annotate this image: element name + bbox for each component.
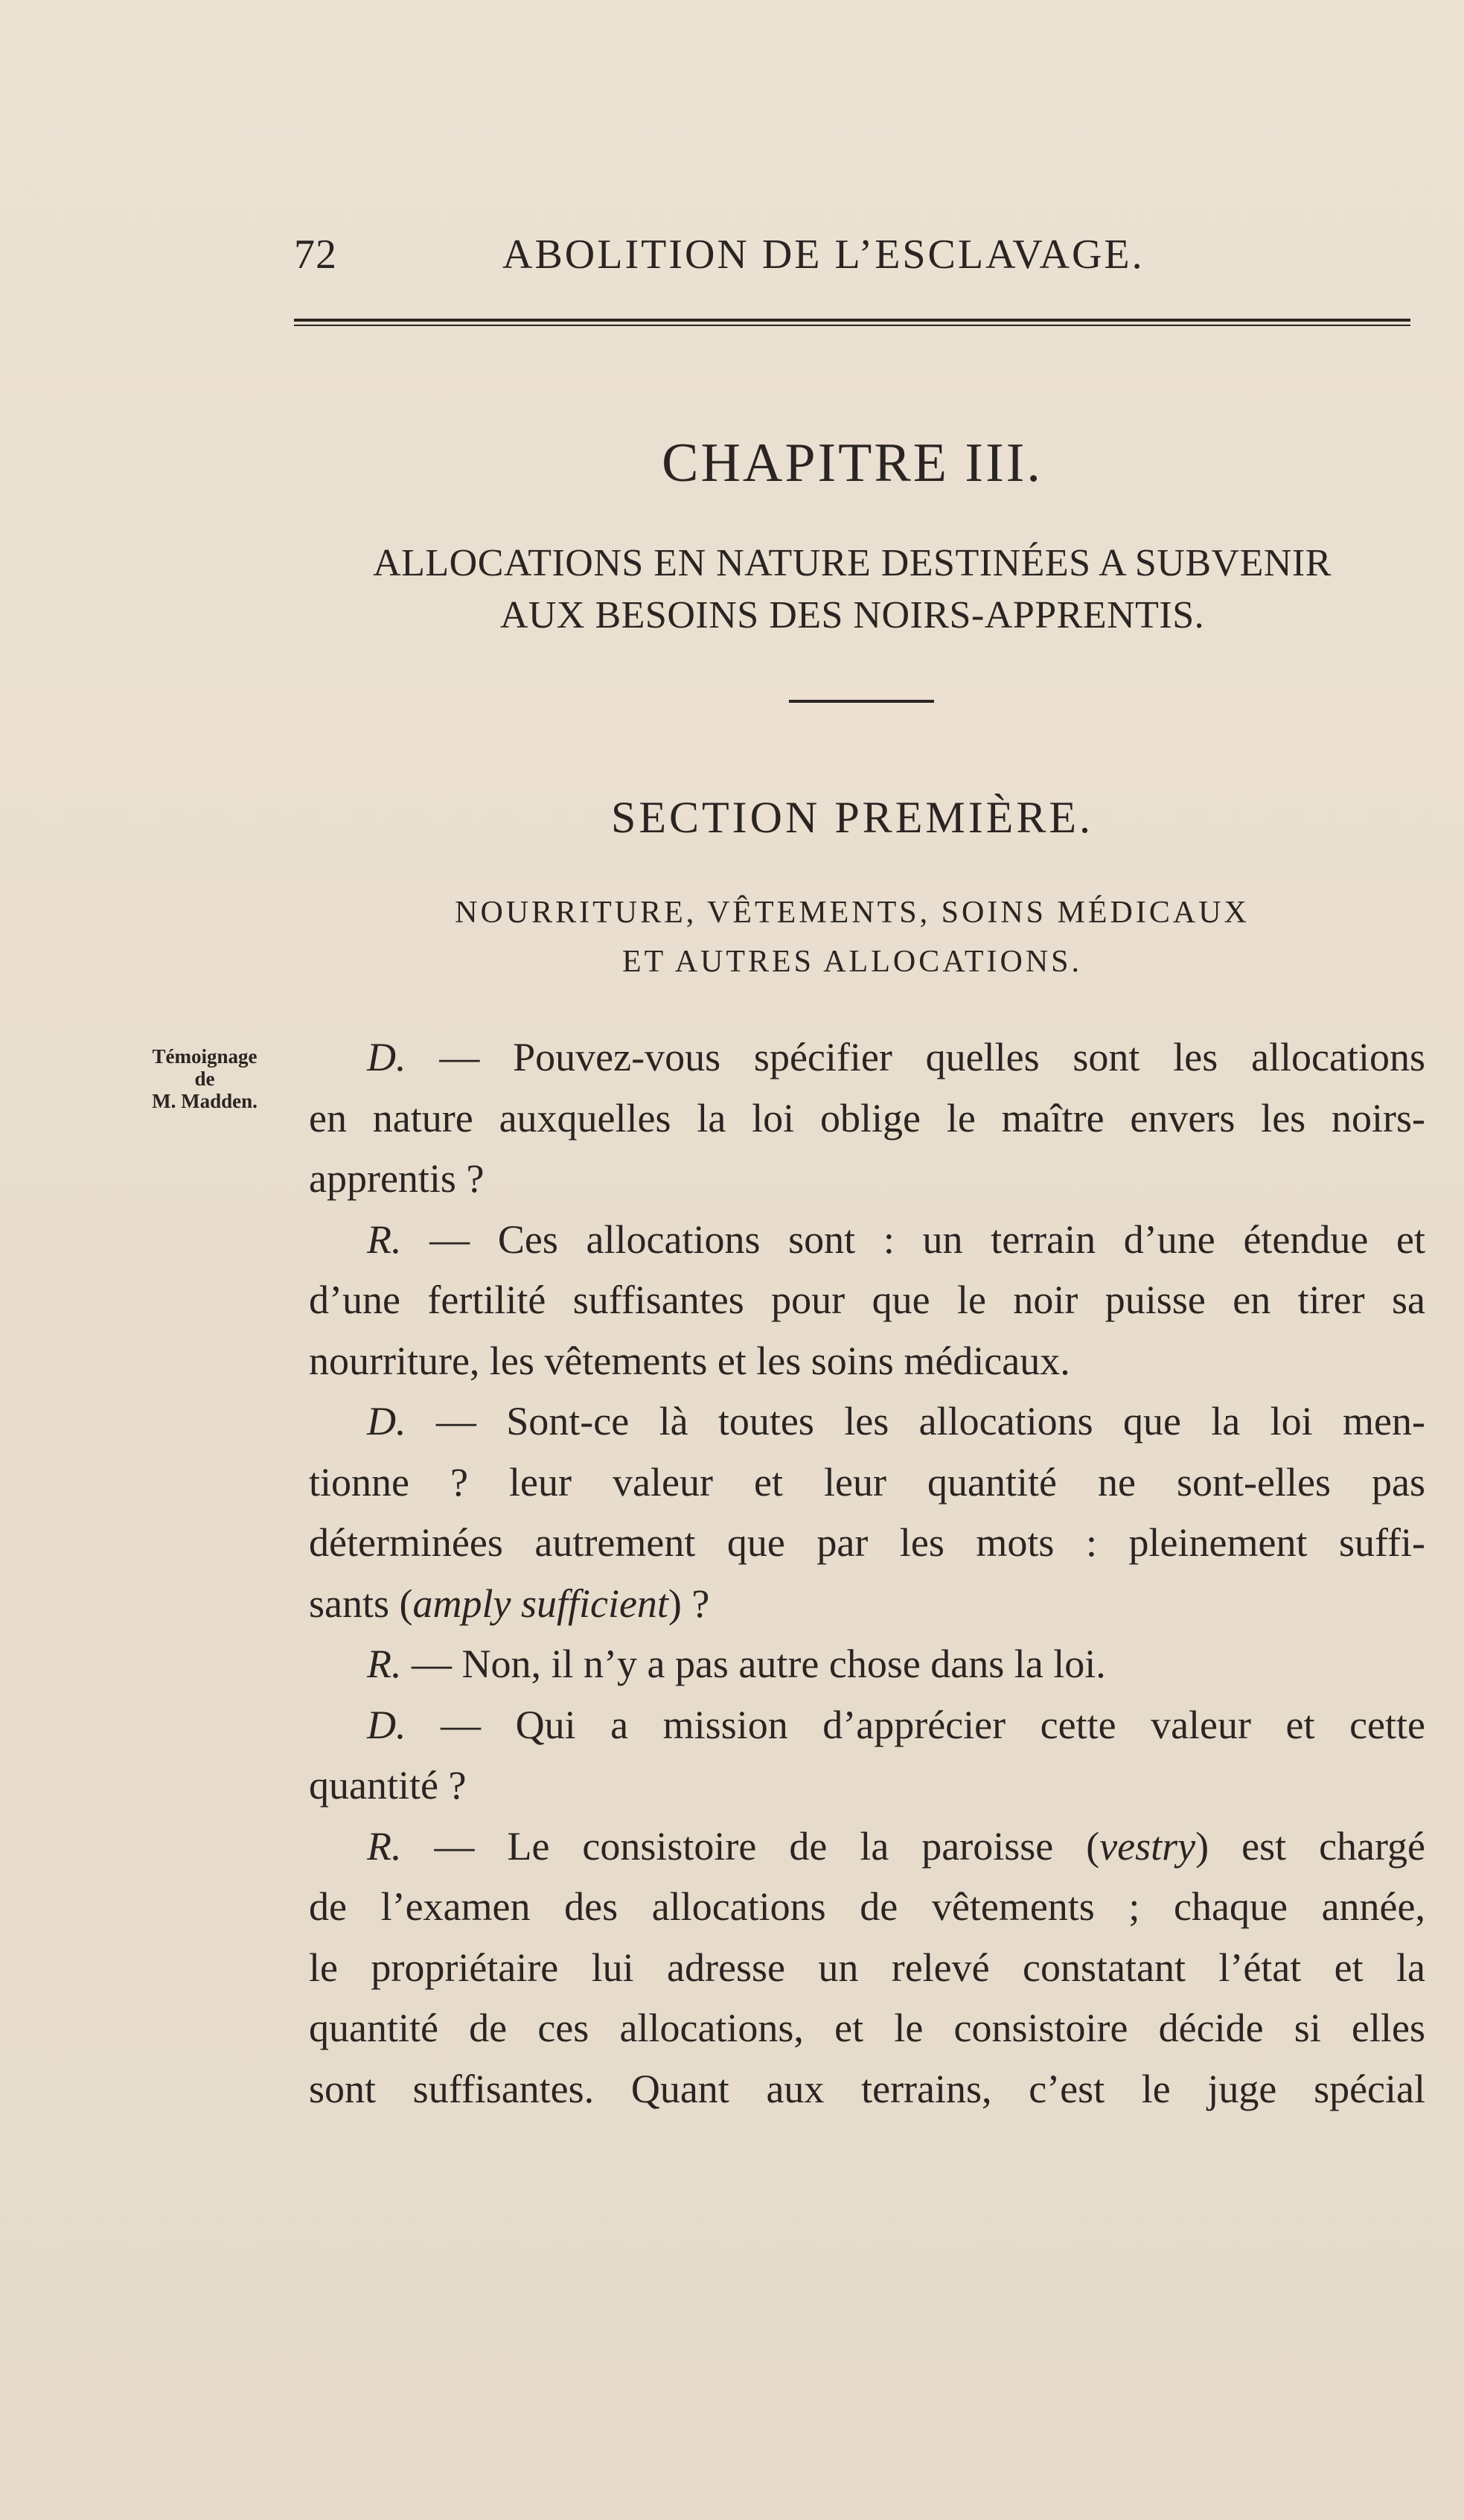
text-line: D. — Pouvez-vous spécifier quelles sont les allocations — [367, 1035, 1425, 1079]
text-line: quantité de ces allocations, et le consistoire décide si elles — [309, 2006, 1425, 2050]
header-rule — [294, 319, 1410, 326]
chapter-subtitle-line: ALLOCATIONS EN NATURE DESTINÉES A SUBVENIR — [373, 542, 1332, 584]
text-line: sants (amply sufficient) ? — [309, 1580, 710, 1626]
text-line: D. — Qui a mission d’apprécier cette valeur et cette — [367, 1702, 1425, 1747]
body-text — [309, 1027, 1425, 2119]
chapter-subtitle — [294, 538, 1410, 642]
margin-note — [115, 1045, 294, 1112]
margin-note-line: de — [194, 1068, 215, 1090]
text-line: tionne ? leur valeur et leur quantité ne sont-elles pas — [309, 1459, 1425, 1505]
text-line: R. — Le consistoire de la paroisse (vestry) est chargé — [367, 1823, 1425, 1869]
margin-note-line: M. Madden. — [152, 1090, 258, 1112]
running-head — [294, 231, 1410, 290]
text-line: sont suffisantes. Quant aux terrains, c’est le juge spécial — [309, 2066, 1425, 2111]
section-subtitle-line: ET AUTRES ALLOCATIONS. — [621, 945, 1083, 979]
text-line: quantité ? — [309, 1763, 467, 1808]
section-subtitle — [294, 888, 1410, 986]
margin-note-line: Témoignage — [152, 1045, 258, 1068]
text-line: déterminées autrement que par les mots : pleinement suffi- — [309, 1520, 1425, 1565]
section-subtitle-line: NOURRITURE, VÊTEMENTS, SOINS MÉDICAUX — [455, 896, 1250, 930]
text-line: apprentis ? — [309, 1156, 485, 1201]
text-line: R. — Non, il n’y a pas autre chose dans la loi. — [367, 1642, 1106, 1686]
text-line: le propriétaire lui adresse un relevé constatant l’état et la — [309, 1945, 1425, 1990]
text-line: R. — Ces allocations sont : un terrain d’une étendue et — [367, 1216, 1425, 1262]
chapter-subtitle-line: AUX BESOINS DES NOIRS-APPRENTIS. — [499, 594, 1205, 637]
text-line: de l’examen des allocations de vêtements ; chaque année, — [309, 1884, 1425, 1929]
text-line: D. — Sont-ce là toutes les allocations que la loi men- — [367, 1399, 1425, 1444]
section-title: SECTION PREMIÈRE. — [610, 793, 1094, 842]
chapter-title: CHAPITRE III. — [662, 433, 1043, 494]
page-number: 72 — [294, 232, 337, 278]
text-line: nourriture, les vêtements et les soins médicaux. — [309, 1338, 1070, 1383]
running-title: ABOLITION DE L’ESCLAVAGE. — [502, 232, 1145, 278]
text-line: d’une fertilité suffisantes pour que le noir puisse en tirer sa — [309, 1277, 1425, 1322]
text-line: en nature auxquelles la loi oblige le maître envers les noirs- — [309, 1095, 1425, 1141]
section-divider — [789, 700, 934, 703]
